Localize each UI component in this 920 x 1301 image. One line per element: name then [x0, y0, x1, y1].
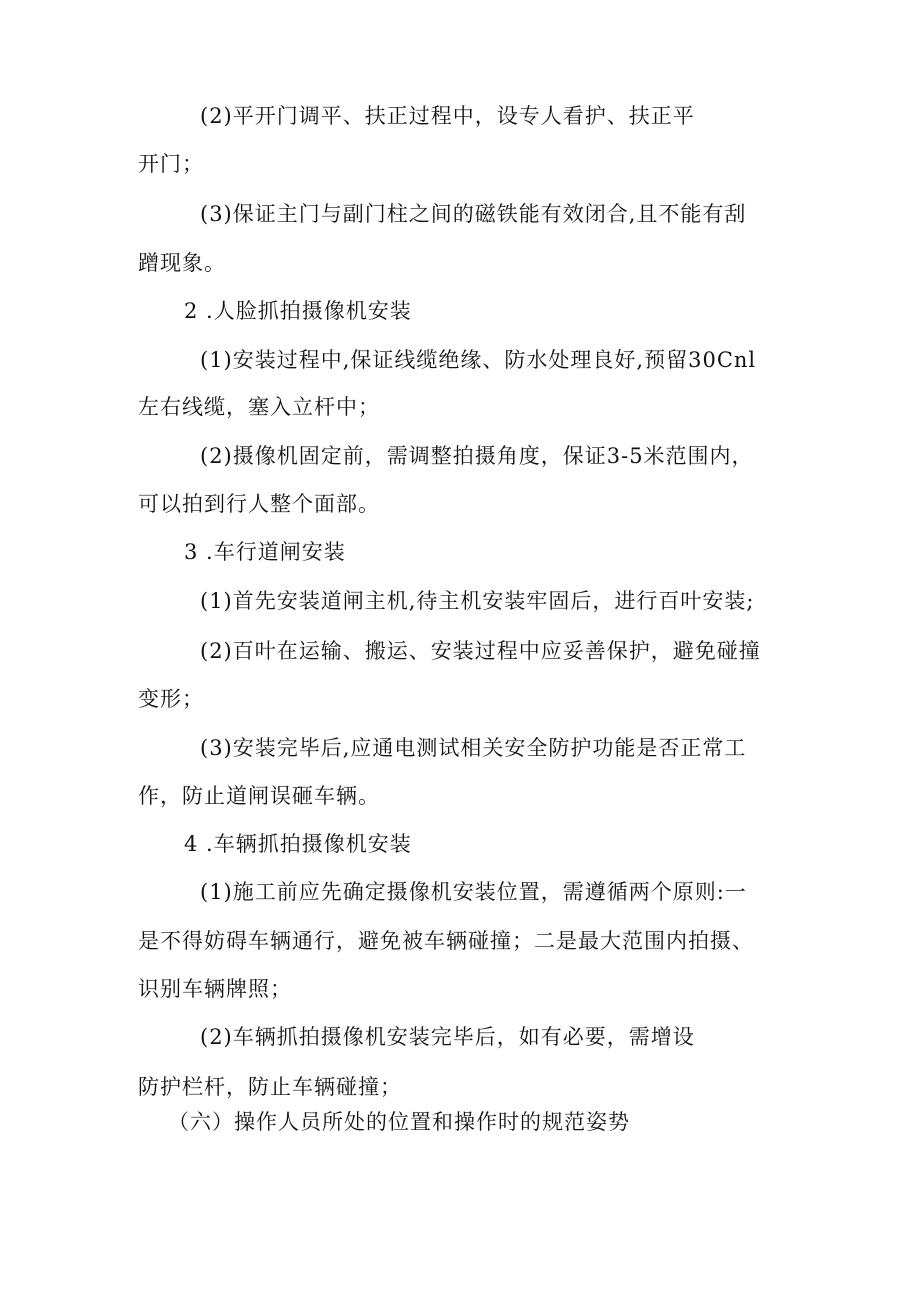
text-line-20: (2)车辆抓拍摄像机安装完毕后，如有必要，需增设	[200, 1025, 695, 1049]
text-line-4: 蹭现象。	[138, 251, 226, 275]
text-line-21: 防护栏杆，防止车辆碰撞；	[138, 1075, 402, 1099]
text-line-9: 可以拍到行人整个面部。	[138, 492, 380, 516]
text-line-3: (3)保证主门与副门柱之间的磁铁能有效闭合,且不能有刮	[200, 202, 747, 226]
text-line-1: (2)平开门调平、扶正过程中，设专人看护、扶正平	[200, 104, 695, 128]
text-line-6: (1)安装过程中,保证线缆绝缘、防水处理良好,预留30Cnl	[200, 348, 757, 372]
text-line-19: 识别车辆牌照；	[138, 977, 292, 1001]
section-heading-6: （六）操作人员所处的位置和操作时的规范姿势	[168, 1110, 630, 1134]
text-line-2: 开门；	[138, 152, 204, 176]
text-line-11: (1)首先安装道闸主机,待主机安装牢固后，进行百叶安装;	[200, 589, 755, 613]
text-line-18: 是不得妨碍车辆通行，避免被车辆碰撞；二是最大范围内拍摄、	[138, 929, 754, 953]
section-heading-3: 3 .车行道闸安装	[184, 540, 346, 564]
text-line-8: (2)摄像机固定前，需调整拍摄角度，保证3-5米范围内，	[200, 444, 754, 468]
text-line-13: 变形；	[138, 687, 204, 711]
text-line-15: 作，防止道闸误砸车辆。	[138, 784, 380, 808]
text-line-14: (3)安装完毕后,应通电测试相关安全防护功能是否正常工	[200, 736, 747, 760]
section-heading-2: 2 .人脸抓拍摄像机安装	[184, 299, 412, 323]
section-heading-4: 4 .车辆抓拍摄像机安装	[184, 832, 412, 856]
text-line-17: (1)施工前应先确定摄像机安装位置，需遵循两个原则:一	[200, 880, 747, 904]
text-line-7: 左右线缆，塞入立杆中；	[138, 395, 380, 419]
text-line-12: (2)百叶在运输、搬运、安装过程中应妥善保护，避免碰撞	[200, 639, 761, 663]
